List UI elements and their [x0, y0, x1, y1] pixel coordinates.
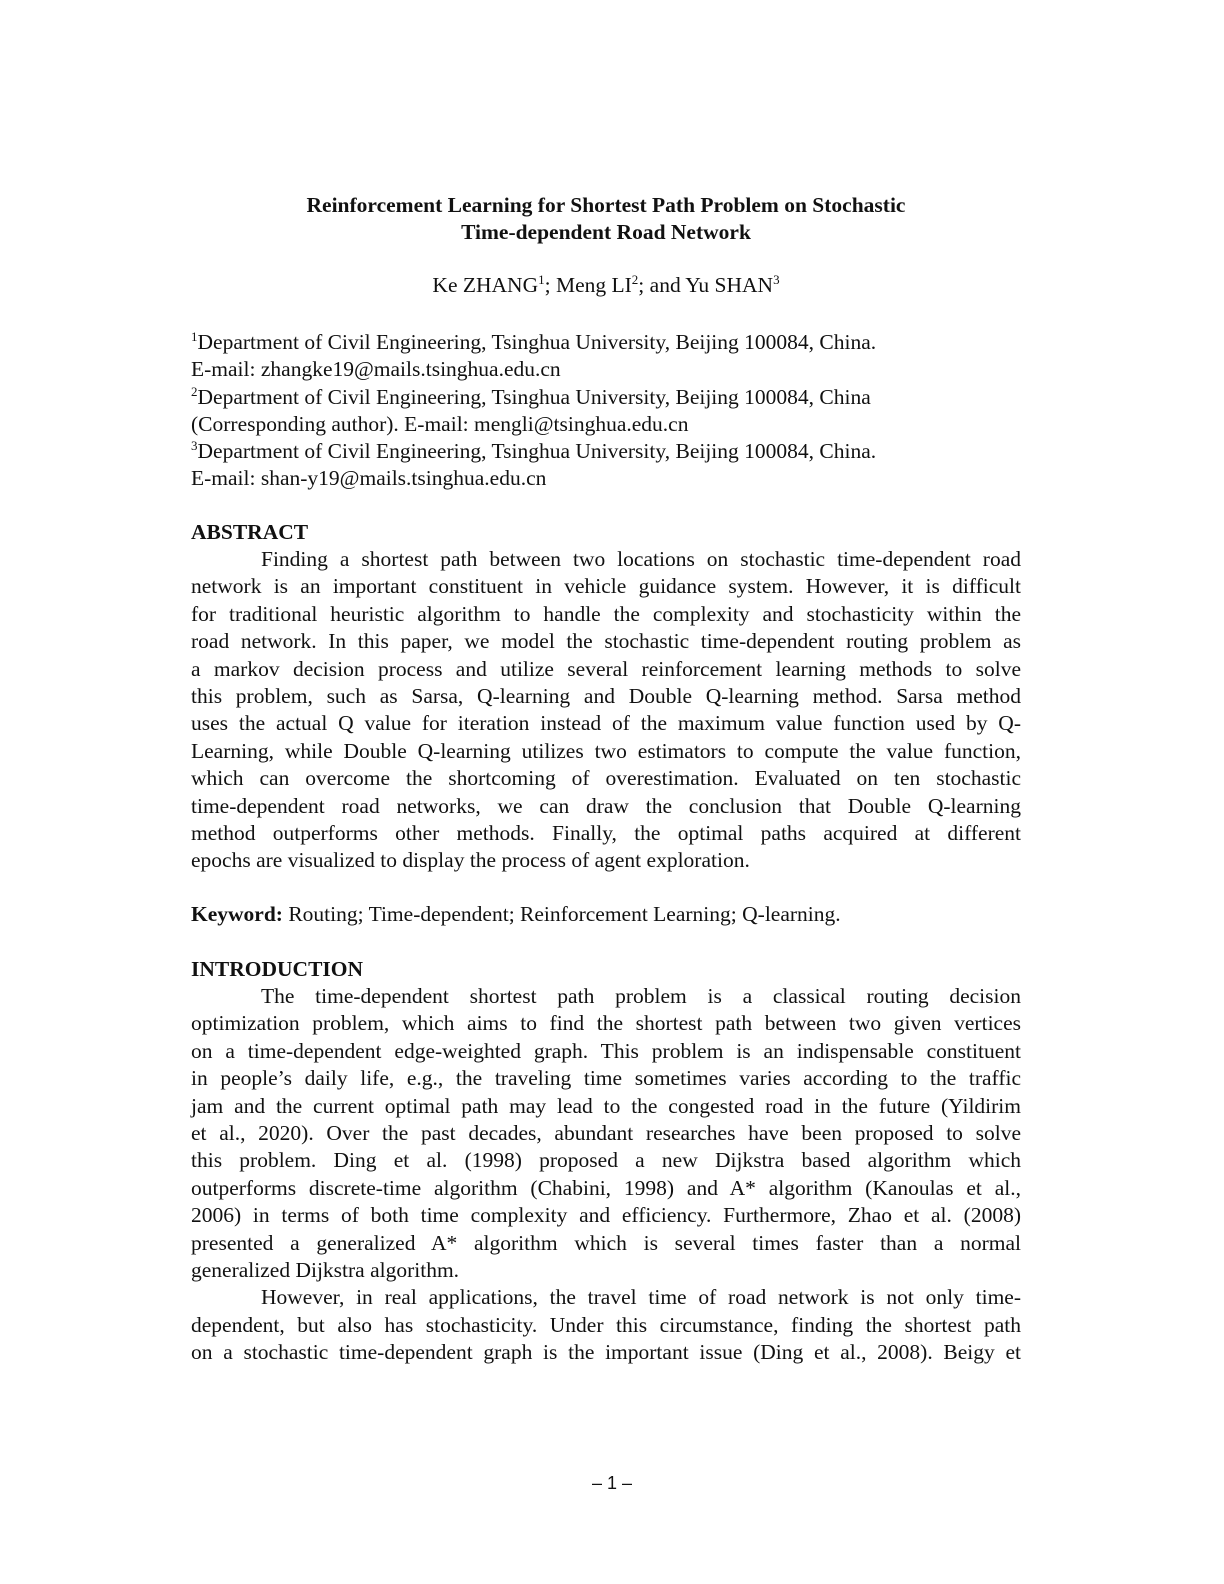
- affiliation-mark: 2: [191, 383, 198, 399]
- text-line: epochs are visualized to display the process of agent exploration.: [191, 848, 750, 873]
- affiliation-line: [191, 438, 1023, 465]
- text-line: this problem. Ding et al. (1998) proposed a new Dijkstra based algorithm which: [191, 1148, 1021, 1173]
- text-line: which can overcome the shortcoming of overestimation. Evaluated on ten stochastic: [191, 766, 1021, 791]
- affiliation-email: E-mail: zhangke19@mails.tsinghua.edu.cn: [191, 357, 561, 382]
- abstract-heading: ABSTRACT: [191, 520, 309, 544]
- title-line: Reinforcement Learning for Shortest Path Problem on Stochastic: [306, 193, 906, 217]
- text-line: this problem, such as Sarsa, Q-learning and Double Q-learning method. Sarsa method: [191, 684, 1021, 709]
- text-line: The time-dependent shortest path problem is a classical routing decision: [261, 984, 1021, 1008]
- author-affiliation-mark: 1: [538, 272, 545, 287]
- keywords: [191, 901, 841, 928]
- text-line: network is an important constituent in vehicle guidance system. However, it is difficult: [191, 574, 1021, 599]
- abstract-paragraph: [191, 546, 1021, 875]
- text-line: jam and the current optimal path may lead to the congested road in the future (Yildirim: [191, 1093, 1021, 1118]
- text-line: method outperforms other methods. Finally, the optimal paths acquired at different: [191, 821, 1021, 846]
- affiliation-text: Department of Civil Engineering, Tsinghua University, Beijing 100084, China.: [197, 330, 877, 354]
- text-line: Learning, while Double Q-learning utilizes two estimators to compute the value function,: [191, 738, 1021, 763]
- page-number: – 1 –: [591, 1473, 633, 1493]
- title-line: Time-dependent Road Network: [461, 220, 751, 244]
- text-line: in people’s daily life, e.g., the traveling time sometimes varies according to the traffic: [191, 1066, 1021, 1091]
- affiliation-line: [191, 384, 1023, 411]
- paper-title: [190, 192, 1022, 246]
- text-line: on a stochastic time-dependent graph is the important issue (Ding et al., 2008). Beigy et: [191, 1340, 1021, 1365]
- author-separator: ; and: [638, 273, 686, 297]
- text-line: for traditional heuristic algorithm to handle the complexity and stochasticity within the: [191, 601, 1021, 626]
- text-line: a markov decision process and utilize several reinforcement learning methods to solve: [191, 656, 1021, 681]
- text-line: uses the actual Q value for iteration instead of the maximum value function used by Q-: [191, 711, 1021, 736]
- introduction-heading: INTRODUCTION: [191, 957, 364, 981]
- affiliation-list: [191, 329, 1023, 493]
- text-line: time-dependent road networks, we can draw the conclusion that Double Q-learning: [191, 793, 1021, 818]
- keywords-label: Keyword:: [191, 902, 283, 926]
- text-line: generalized Dijkstra algorithm.: [191, 1258, 460, 1283]
- affiliation-mark: 3: [191, 438, 198, 454]
- affiliation-text: Department of Civil Engineering, Tsinghua University, Beijing 100084, China: [197, 384, 871, 409]
- text-line: dependent, but also has stochasticity. Under this circumstance, finding the shortest path: [191, 1312, 1021, 1337]
- affiliation-mark: 1: [191, 329, 198, 344]
- text-line: Finding a shortest path between two locations on stochastic time-dependent road: [261, 547, 1021, 571]
- introduction-paragraph: [191, 983, 1021, 1367]
- author-separator: ;: [544, 273, 556, 297]
- text-line: 2006) in terms of both time complexity and efficiency. Furthermore, Zhao et al. (2008): [191, 1203, 1021, 1228]
- author-name: Yu SHAN: [685, 273, 774, 297]
- author-affiliation-mark: 3: [773, 272, 780, 287]
- text-line: road network. In this paper, we model the stochastic time-dependent routing problem as: [191, 629, 1021, 654]
- text-line: However, in real applications, the travel time of road network is not only time-: [261, 1285, 1021, 1310]
- text-line: optimization problem, which aims to find the shortest path between two given vertices: [191, 1011, 1021, 1036]
- text-line: et al., 2020). Over the past decades, abundant researches have been proposed to solve: [191, 1121, 1021, 1146]
- author-affiliation-mark: 2: [631, 272, 639, 287]
- affiliation-email: E-mail: shan-y19@mails.tsinghua.edu.cn: [191, 466, 547, 491]
- affiliation-email: (Corresponding author). E-mail: mengli@tsinghua.edu.cn: [191, 411, 689, 436]
- text-line: presented a generalized A* algorithm which is several times faster than a normal: [191, 1230, 1021, 1255]
- affiliation-line: [191, 329, 1023, 356]
- text-line: on a time-dependent edge-weighted graph. This problem is an indispensable constituent: [191, 1038, 1021, 1063]
- author-name: Meng LI: [555, 273, 632, 297]
- author-name: Ke ZHANG: [432, 273, 539, 297]
- affiliation-text: Department of Civil Engineering, Tsinghua University, Beijing 100084, China.: [197, 439, 877, 464]
- keywords-text: Routing; Time-dependent; Reinforcement Learning; Q-learning.: [288, 902, 841, 926]
- author-list: [190, 272, 1022, 299]
- text-line: outperforms discrete-time algorithm (Chabini, 1998) and A* algorithm (Kanoulas et al.,: [191, 1175, 1021, 1200]
